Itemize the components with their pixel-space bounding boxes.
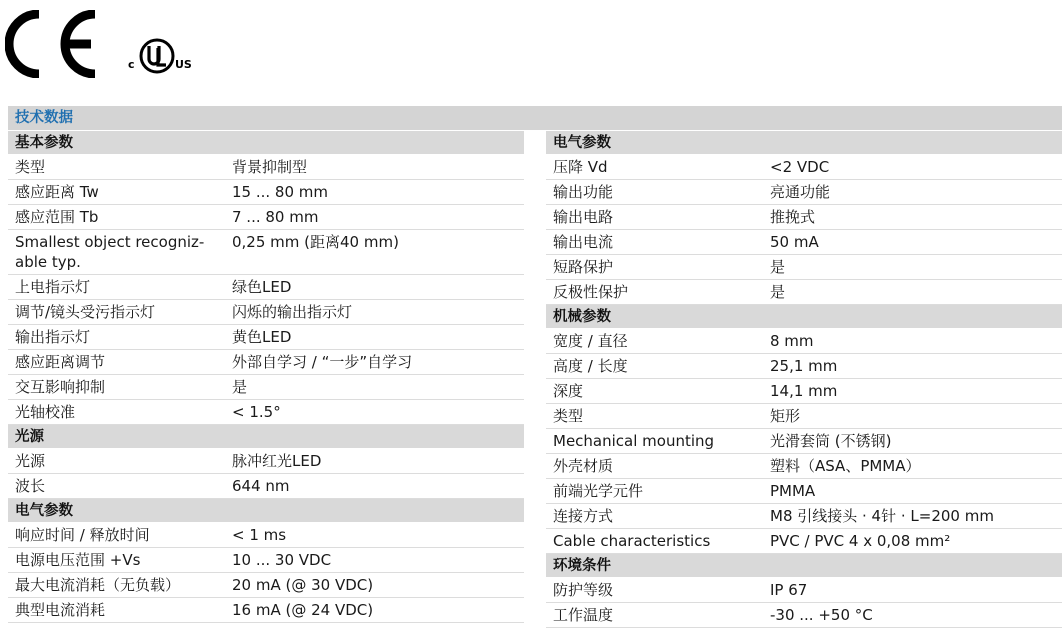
param-value: < 1 ms [232, 526, 287, 544]
param-label: 外壳材质 [553, 457, 614, 475]
param-value: 0,25 mm (距离40 mm) [232, 233, 399, 251]
table-row [546, 429, 1062, 454]
param-label: Smallest object recogniz-able typ. [15, 233, 205, 271]
table-row [546, 230, 1062, 255]
param-value: 背景抑制型 [232, 158, 308, 176]
param-label: 光源 [15, 452, 46, 470]
table-row [8, 548, 524, 573]
table-row [8, 400, 524, 425]
param-label: 电源电压范围 +Vs [15, 551, 141, 569]
section-heading: 电气参数 [8, 499, 524, 523]
param-value: 闪烁的输出指示灯 [232, 303, 353, 321]
param-value: 外部自学习 / “一步”自学习 [232, 353, 413, 371]
param-label: 上电指示灯 [15, 278, 91, 296]
param-label: 防护等级 [553, 581, 614, 599]
param-value: 亮通功能 [770, 183, 831, 201]
param-value: 光滑套筒 (不锈钢) [770, 432, 892, 450]
param-label: Mechanical mounting [553, 432, 715, 450]
param-value: M8 引线接头 · 4针 · L=200 mm [770, 507, 994, 525]
table-row [8, 598, 524, 623]
param-value: 20 mA (@ 30 VDC) [232, 576, 374, 594]
table-row [546, 578, 1062, 603]
param-label: 感应距离调节 [15, 353, 106, 371]
left-column [8, 131, 524, 623]
section-heading: 电气参数 [546, 131, 1062, 155]
param-value: 推挽式 [770, 208, 816, 226]
table-row [8, 275, 524, 300]
param-label: 输出指示灯 [15, 328, 91, 346]
svg-text:c: c [128, 58, 135, 71]
param-label: 类型 [15, 158, 46, 176]
section-title: 技术数据 [8, 106, 1062, 130]
param-value: PVC / PVC 4 x 0,08 mm² [770, 532, 951, 550]
section-heading: 基本参数 [8, 131, 524, 155]
table-row [8, 449, 524, 474]
param-value: 是 [770, 283, 786, 301]
table-row [546, 479, 1062, 504]
param-label: 类型 [553, 407, 584, 425]
table-row [8, 180, 524, 205]
table-row [546, 205, 1062, 230]
param-value: 16 mA (@ 24 VDC) [232, 601, 374, 619]
table-row [8, 523, 524, 548]
param-label: 输出功能 [553, 183, 614, 201]
certification-logos [0, 0, 400, 100]
table-row [546, 603, 1062, 628]
param-label: 光轴校准 [15, 403, 76, 421]
param-label: 响应时间 / 释放时间 [15, 526, 150, 544]
param-label: 波长 [15, 477, 46, 495]
param-value: 是 [770, 258, 786, 276]
ce-mark-icon [5, 10, 101, 78]
param-value: 7 ... 80 mm [232, 208, 319, 226]
table-row [546, 379, 1062, 404]
param-label: 输出电流 [553, 233, 614, 251]
param-label: 短路保护 [553, 258, 614, 276]
table-row [546, 255, 1062, 280]
section-heading: 光源 [8, 425, 524, 449]
right-column [546, 131, 1062, 628]
table-row [546, 329, 1062, 354]
param-value: -30 ... +50 °C [770, 606, 873, 624]
svg-text:US: US [175, 58, 192, 71]
param-label: 前端光学元件 [553, 482, 644, 500]
param-value: 是 [232, 378, 248, 396]
param-label: 宽度 / 直径 [553, 332, 628, 350]
param-label: 最大电流消耗（无负载） [15, 576, 181, 594]
param-label: 调节/镜头受污指示灯 [15, 303, 156, 321]
param-label: 输出电路 [553, 208, 614, 226]
param-value: 矩形 [770, 407, 801, 425]
table-row [546, 280, 1062, 305]
table-row [546, 529, 1062, 554]
param-value: 绿色LED [232, 278, 292, 296]
section-heading: 机械参数 [546, 305, 1062, 329]
table-row [8, 573, 524, 598]
param-value: < 1.5° [232, 403, 281, 421]
param-value: 脉冲红光LED [232, 452, 322, 470]
param-value: IP 67 [770, 581, 808, 599]
table-row [546, 155, 1062, 180]
table-row [8, 325, 524, 350]
table-row [8, 474, 524, 499]
param-value: 8 mm [770, 332, 814, 350]
param-label: 反极性保护 [553, 283, 629, 301]
table-row [546, 504, 1062, 529]
param-value: 黄色LED [232, 328, 292, 346]
param-label: 压降 Vd [553, 158, 608, 176]
param-value: 644 nm [232, 477, 290, 495]
cul-us-mark-icon [128, 36, 202, 76]
param-value: <2 VDC [770, 158, 830, 176]
table-row [8, 375, 524, 400]
param-label: 感应距离 Tw [15, 183, 99, 201]
param-value: 50 mA [770, 233, 819, 251]
table-row [546, 354, 1062, 379]
param-label: 感应范围 Tb [15, 208, 99, 226]
table-row [8, 155, 524, 180]
param-value: 10 ... 30 VDC [232, 551, 332, 569]
param-label: 工作温度 [553, 606, 614, 624]
table-row [546, 404, 1062, 429]
param-value: 塑料（ASA、PMMA） [770, 457, 921, 475]
param-label: 典型电流消耗 [15, 601, 106, 619]
table-row [8, 205, 524, 230]
param-label: 深度 [553, 382, 584, 400]
table-row [8, 300, 524, 325]
param-value: 14,1 mm [770, 382, 838, 400]
param-label: 连接方式 [553, 507, 614, 525]
param-value: 25,1 mm [770, 357, 838, 375]
param-value: PMMA [770, 482, 816, 500]
table-row [8, 230, 524, 275]
table-row [8, 350, 524, 375]
param-label: 交互影响抑制 [15, 378, 106, 396]
param-label: 高度 / 长度 [553, 357, 628, 375]
table-row [546, 454, 1062, 479]
table-row [546, 180, 1062, 205]
param-value: 15 ... 80 mm [232, 183, 329, 201]
section-heading: 环境条件 [546, 554, 1062, 578]
param-label: Cable characteristics [553, 532, 711, 550]
